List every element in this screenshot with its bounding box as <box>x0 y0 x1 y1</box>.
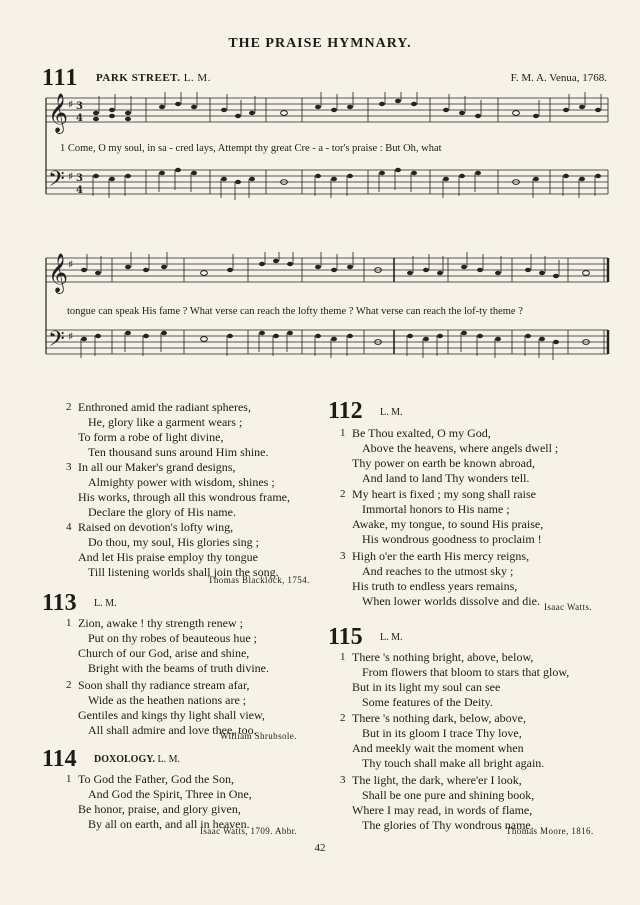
hymn-112-verse-2: 2 My heart is fixed ; my song shall raise Immortal honors to His name ; Awake, my tongue, to sound His praise, His wondrous goodness to proclaim ! <box>340 487 544 546</box>
svg-text:4: 4 <box>76 113 83 124</box>
hymn-112-meter: L. M. <box>380 407 403 418</box>
svg-text:𝄞: 𝄞 <box>48 93 69 133</box>
hymn-115-number: 115 <box>328 624 363 650</box>
svg-text:3: 3 <box>76 173 83 184</box>
hymn-112-verse-3: 3 High o'er the earth His mercy reigns, And reaches to the utmost sky ; His truth to endless years remains, When lower worlds dissolve and die. <box>340 549 540 608</box>
svg-text:𝄢: 𝄢 <box>48 167 65 197</box>
hymn-113-verse-2: 2 Soon shall thy radiance stream afar, Wide as the heathen nations are ; Gentiles and kings thy light shall view, All shall admire and love thee, too. <box>66 678 265 737</box>
hymn-114-verse-1: 1 To God the Father, God the Son, And God the Spirit, Three in One, Be honor, praise, and glory given, By all on earth, and all in heaven. <box>66 772 252 831</box>
svg-text:𝄞: 𝄞 <box>48 253 69 293</box>
hymn-111-verse-4: 4 Raised on devotion's lofty wing, Do thou, my soul, His glories sing ; And let His praise employ thy tongue Till listening worlds shall join the song. <box>66 520 279 579</box>
hymn-113-verse-1: 1 Zion, awake ! thy strength renew ; Put on thy robes of beauteous hue ; Church of our God, arise and shine, Bright with the beams of truth divine. <box>66 616 269 675</box>
lyric-line-2: tongue can speak His fame ? What verse can reach the lofty theme ? What verse can reach the lof-ty theme ? <box>67 306 523 317</box>
svg-text:♯: ♯ <box>68 330 74 343</box>
svg-text:♯: ♯ <box>68 98 74 111</box>
hymn-114-number: 114 <box>42 746 77 772</box>
hymn-115-verse-1: 1 There 's nothing bright, above, below, From flowers that bloom to stars that glow, But in its light my soul can see Some features of the Deity. <box>340 650 570 709</box>
hymn-111-header <box>42 66 607 90</box>
hymn-111-verse-3: 3 In all our Maker's grand designs, Almighty power with wisdom, shines ; His works, through all this wondrous frame, Declare the glory of His name. <box>66 460 290 519</box>
svg-text:♯: ♯ <box>68 170 74 183</box>
hymn-112-author: Isaac Watts. <box>544 602 592 612</box>
hymn-114-title: DOXOLOGY. L. M. <box>94 754 181 765</box>
composer: F. M. A. Venua, 1768. <box>510 72 607 84</box>
svg-text:𝄢: 𝄢 <box>48 327 65 357</box>
hymn-112-verse-1: 1 Be Thou exalted, O my God, Above the heavens, where angels dwell ; Thy power on earth be known abroad, And land to land Thy wonders tell. <box>340 426 559 485</box>
page-number: 42 <box>314 842 326 854</box>
hymn-112-number: 112 <box>328 398 363 424</box>
svg-text:♯: ♯ <box>68 258 74 271</box>
hymn-115-author: Thomas Moore, 1816. <box>506 826 594 836</box>
hymn-113-number: 113 <box>42 590 77 616</box>
hymn-113-meter: L. M. <box>94 598 117 609</box>
hymn-113-author: William Shrubsole. <box>220 731 297 741</box>
tune-name: PARK STREET. L. M. <box>96 72 211 84</box>
svg-text:4: 4 <box>76 185 83 196</box>
hymn-111-verse-2: 2 Enthroned amid the radiant spheres, He, glory like a garment wears ; To form a robe of light divine, Ten thousand suns around Him shine. <box>66 400 269 459</box>
hymn-115-meter: L. M. <box>380 632 403 643</box>
lyric-line-1: 1 Come, O my soul, in sa - cred lays, Attempt thy great Cre - a - tor's praise : But Oh, what <box>60 143 442 154</box>
hymn-number: 111 <box>42 65 79 91</box>
svg-text:3: 3 <box>76 101 83 112</box>
hymn-115-verse-2: 2 There 's nothing dark, below, above, But in its gloom I trace Thy love, And meekly wait the moment when Thy touch shall make all bright again. <box>340 711 545 770</box>
hymn-114-author: Isaac Watts, 1709. Abbr. <box>200 826 298 836</box>
running-title: THE PRAISE HYMNARY. <box>228 36 412 51</box>
hymn-111-author: Thomas Blacklock, 1754. <box>208 575 310 585</box>
hymn-115-verse-3: 3 The light, the dark, where'er I look, Shall be one pure and shining book, Where I may read, in words of flame, The glories of Thy wondrous name. <box>340 773 535 832</box>
